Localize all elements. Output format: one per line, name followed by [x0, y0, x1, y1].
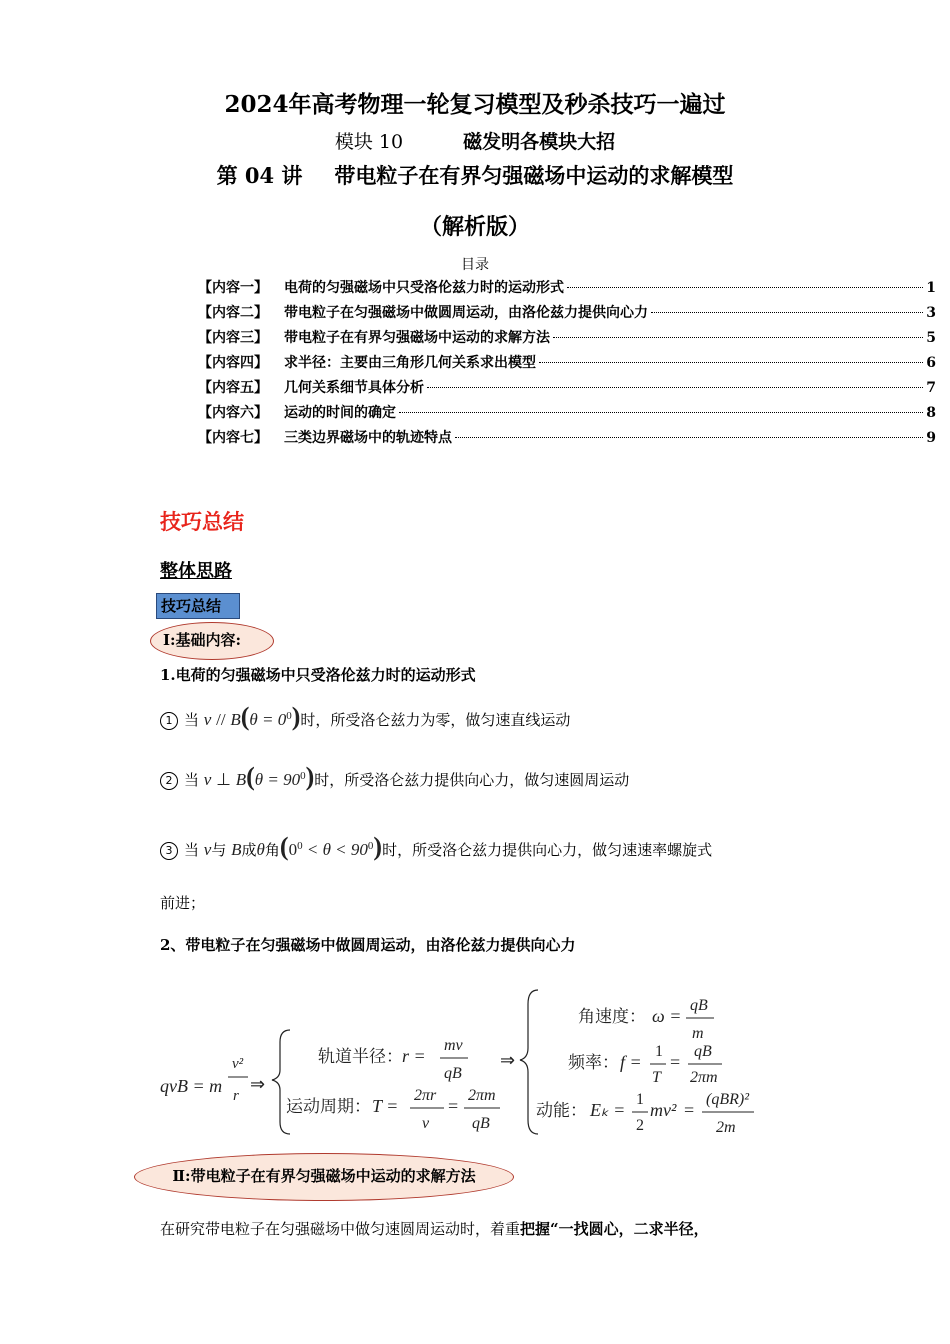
var-theta: θ [256, 840, 265, 859]
freq-label: 频率： [568, 1053, 619, 1073]
freq-num-2: qB [694, 1043, 712, 1060]
ek-label: 动能： [536, 1101, 587, 1121]
item-3: 3 当 v与 B成θ角$(0^0 < \theta < 90^0)$时，所受洛仑兹力提供向心力，做匀速速率螺旋式 [160, 832, 712, 862]
toc-item-label: 【内容七】 [198, 430, 268, 446]
module-line [0, 127, 950, 154]
toc-item[interactable] [198, 427, 936, 449]
condition-low: 0 [288, 840, 298, 859]
formula-diagram [150, 982, 810, 1142]
toc-item-text: 几何关系细节具体分析 [284, 380, 424, 396]
toc-leader-dots [455, 437, 923, 438]
degree-sup: 0 [367, 840, 374, 852]
toc-leader-dots [399, 412, 923, 413]
part1-ellipse-label: Ⅰ:基础内容: [150, 622, 274, 660]
lecture-label: 第 04 讲 [216, 163, 303, 188]
section1-title: 1.电荷的匀强磁场中只受洛伦兹力时的运动形式 [160, 666, 476, 684]
edition-label: （解析版） [419, 214, 530, 240]
period-eq: T = [372, 1096, 399, 1116]
toc-item-page: 3 [926, 305, 936, 321]
item-3-continuation: 前进； [160, 894, 206, 912]
var-v: v [203, 770, 212, 789]
condition: θ = 0 [249, 710, 287, 729]
radius-den: qB [444, 1065, 462, 1082]
freq-eq: f = [620, 1052, 642, 1072]
var-b: B [235, 770, 247, 789]
paragraph-emphasis: 把握“一找圆心，二求半径， [520, 1220, 709, 1238]
item-prefix: 当 [184, 841, 200, 859]
toc-item[interactable] [198, 302, 936, 324]
toc-item[interactable] [198, 327, 936, 349]
toc-item-page: 9 [926, 430, 936, 446]
toc-item[interactable] [198, 377, 936, 399]
degree-sup: 0 [300, 770, 306, 782]
summary-box-label: 技巧总结 [156, 593, 240, 619]
ek-mid: mv² [650, 1100, 677, 1120]
toc-item[interactable] [198, 277, 936, 299]
period-num-1: 2πr [414, 1087, 437, 1104]
ek-den-2: 2m [716, 1119, 736, 1136]
toc-item-label: 【内容一】 [198, 280, 268, 296]
lecture-name: 带电粒子在有界匀强磁场中运动的求解模型 [334, 163, 734, 188]
implies-arrow-1: ⇒ [250, 1074, 266, 1094]
degree-sup: 0 [297, 840, 303, 852]
toc-item-text: 带电粒子在匀强磁场中做圆周运动，由洛伦兹力提供向心力 [284, 305, 648, 321]
toc-item-label: 【内容六】 [198, 405, 268, 421]
svg-text:=: = [684, 1100, 695, 1120]
toc-item-page: 1 [926, 280, 936, 296]
module-name: 磁发明各模块大招 [463, 131, 616, 153]
var-v: v [203, 840, 212, 859]
toc-leader-dots [427, 387, 923, 388]
condition: θ = 90 [254, 770, 301, 789]
parallel-symbol: // [216, 710, 226, 729]
toc-item-label: 【内容四】 [198, 355, 268, 371]
toc-item-page: 8 [926, 405, 936, 421]
condition-range: < θ < 90 [302, 840, 368, 859]
paragraph-text: 在研究带电粒子在匀强磁场中做匀速圆周运动时，着重 [160, 1220, 521, 1238]
item-number: 2 [160, 772, 178, 790]
lhs-num: v² [232, 1056, 244, 1072]
degree-sup: 0 [286, 710, 292, 722]
toc-item[interactable] [198, 352, 936, 374]
freq-num-1: 1 [655, 1043, 663, 1060]
ek-eq: Eₖ = [590, 1100, 626, 1120]
word-angle: 角 [264, 841, 280, 859]
var-v: v [203, 710, 212, 729]
toc-item-label: 【内容五】 [198, 380, 268, 396]
item-number: 3 [160, 842, 178, 860]
toc-leader-dots [651, 312, 923, 313]
period-label: 运动周期： [286, 1097, 371, 1117]
toc-item-label: 【内容二】 [198, 305, 268, 321]
perpendicular-symbol: ⊥ [216, 770, 231, 789]
item-text: 时，所受洛仑兹力提供向心力，做匀速速率螺旋式 [382, 841, 713, 859]
toc-leader-dots [567, 287, 923, 288]
toc-item-text: 电荷的匀强磁场中只受洛伦兹力时的运动形式 [284, 280, 564, 296]
section2-title: 2、带电粒子在匀强磁场中做圆周运动，由洛伦兹力提供向心力 [160, 936, 576, 954]
ek-num-1: 1 [636, 1091, 644, 1108]
var-b: B [230, 710, 241, 729]
toc-item-text: 求半径：主要由三角形几何关系求出模型 [284, 355, 536, 371]
implies-arrow-2: ⇒ [500, 1050, 516, 1070]
toc-item[interactable] [198, 402, 936, 424]
ek-den-1: 2 [636, 1117, 644, 1134]
item-number: 1 [160, 712, 178, 730]
radius-label: 轨道半径： [318, 1047, 403, 1067]
period-den-2: qB [472, 1115, 490, 1132]
item-2: 2 当 v ⊥ $B(\theta = 90^0)$时，所受洛仑兹力提供向心力，做匀速圆周运动 [160, 762, 629, 792]
toc-leader-dots [553, 337, 923, 338]
period-den-1: v [422, 1115, 430, 1132]
toc-item-page: 5 [926, 330, 936, 346]
lecture-line [0, 160, 950, 190]
omega-den: m [692, 1025, 704, 1042]
document-title: 2024年高考物理一轮复习模型及秒杀技巧一遍过 [224, 91, 726, 118]
toc-item-text: 带电粒子在有界匀强磁场中运动的求解方法 [284, 330, 550, 346]
item-text: 时，所受洛仑兹力为零，做匀速直线运动 [300, 711, 571, 729]
lhs: qvB = m [160, 1076, 223, 1096]
word-form: 成 [241, 841, 257, 859]
paragraph-line [160, 1218, 709, 1239]
toc-item-label: 【内容三】 [198, 330, 268, 346]
part2-ellipse-label: Ⅱ:带电粒子在有界匀强磁场中运动的求解方法 [134, 1153, 514, 1201]
ek-num-2: (qBR)² [706, 1091, 749, 1108]
lhs-den: r [233, 1088, 239, 1104]
word-with: 与 [211, 841, 227, 859]
freq-den-2: 2πm [690, 1069, 718, 1086]
svg-text:=: = [670, 1052, 681, 1072]
toc-heading: 目录 [461, 257, 489, 273]
period-num-2: 2πm [468, 1087, 496, 1104]
omega-eq: ω = [652, 1006, 682, 1026]
omega-label: 角速度： [578, 1007, 646, 1027]
item-1: 1 当 $v // B(\theta = 0^0)$时，所受洛仑兹力为零，做匀速直线运动 [160, 702, 570, 732]
toc-item-text: 运动的时间的确定 [284, 405, 396, 421]
svg-text:=: = [448, 1096, 459, 1116]
item-text: 时，所受洛仑兹力提供向心力，做匀速圆周运动 [314, 771, 630, 789]
toc-item-text: 三类边界磁场中的轨迹特点 [284, 430, 452, 446]
item-prefix: 当 [184, 711, 200, 729]
omega-num: qB [690, 997, 708, 1014]
item-prefix: 当 [184, 771, 200, 789]
toc-leader-dots [539, 362, 923, 363]
radius-num: mv [444, 1037, 463, 1054]
freq-den-1: T [652, 1069, 661, 1086]
sub-heading: 整体思路 [160, 561, 232, 582]
toc-item-page: 7 [926, 380, 936, 396]
section-heading-red: 技巧总结 [160, 509, 244, 534]
radius-eq: r = [402, 1046, 426, 1066]
var-b: B [231, 840, 242, 859]
toc-item-page: 6 [926, 355, 936, 371]
module-label: 模块 10 [334, 131, 404, 153]
